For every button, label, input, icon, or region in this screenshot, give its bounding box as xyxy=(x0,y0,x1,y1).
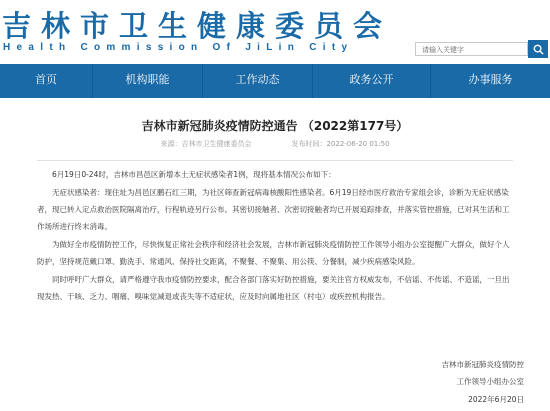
nav-item-home[interactable]: 首页 xyxy=(35,73,57,86)
article-source: 来源：吉林市卫生健康委员会 xyxy=(160,140,252,148)
article-paragraph: 同时呼吁广大群众，请严格遵守我市疫情防控要求，配合各部门落实好防控措施，要关注官方权威发布，不信谣、不传谣、不造谣，一旦出现发热、干咳、乏力、咽痛、嗅味觉减退或丧失等不适症状，应及时向属地社区（村屯）或疾控机构报告。 xyxy=(37,275,510,301)
signature-date: 2022年6月20日 xyxy=(468,395,524,404)
search-button[interactable] xyxy=(528,40,548,58)
article-title: 吉林市新冠肺炎疫情防控通告 （2022第177号） xyxy=(141,119,409,133)
site-header xyxy=(0,0,550,62)
signature-line: 工作领导小组办公室 xyxy=(456,377,524,386)
site-title[interactable]: 吉林市卫生健康委员会 xyxy=(2,9,393,43)
title-divider xyxy=(37,160,513,161)
article-meta xyxy=(0,139,550,149)
article-paragraph: 为做好全市疫情防控工作，尽快恢复正常社会秩序和经济社会发展，吉林市新冠肺炎疫情防控工作领导小组办公室提醒广大群众，做好个人防护，坚持规范戴口罩、勤洗手、常通风、保持社交距离，不聚餐、不聚集、用公筷、分餐制，减少疾病感染风险。 xyxy=(37,240,510,266)
article-date: 发布时间：2022-06-20 01:50 xyxy=(291,140,390,148)
article-paragraph: 6月19日0-24时，吉林市昌邑区新增本土无症状感染者1例，现将基本情况公布如下： xyxy=(52,170,336,179)
search-icon xyxy=(533,44,544,55)
signature-line: 吉林市新冠肺炎疫情防控 xyxy=(441,360,524,369)
main-nav xyxy=(0,64,550,98)
site-subtitle: Health Commission Of JiLin City xyxy=(3,42,354,53)
nav-item-public-affairs[interactable]: 政务公开 xyxy=(349,73,394,86)
article-paragraph: 无症状感染者：现住址为昌邑区鹏石红三期，为社区筛查新冠病毒核酸阳性感染者。6月19日经市医疗救治专家组会诊，诊断为无症状感染者，现已转入定点救治医院隔离治疗，行程轨迹另行公布。其密切接触者、次密切接触者均已开展追踪排查，并落实管控措施，已对其生活和工作场所进行终末消毒。 xyxy=(37,188,510,231)
search-input[interactable]: 请输入关键字 xyxy=(415,42,528,56)
nav-item-services[interactable]: 办事服务 xyxy=(468,73,513,86)
article-body xyxy=(37,166,513,305)
nav-item-news[interactable]: 工作动态 xyxy=(235,73,280,86)
nav-item-functions[interactable]: 机构职能 xyxy=(125,73,170,86)
